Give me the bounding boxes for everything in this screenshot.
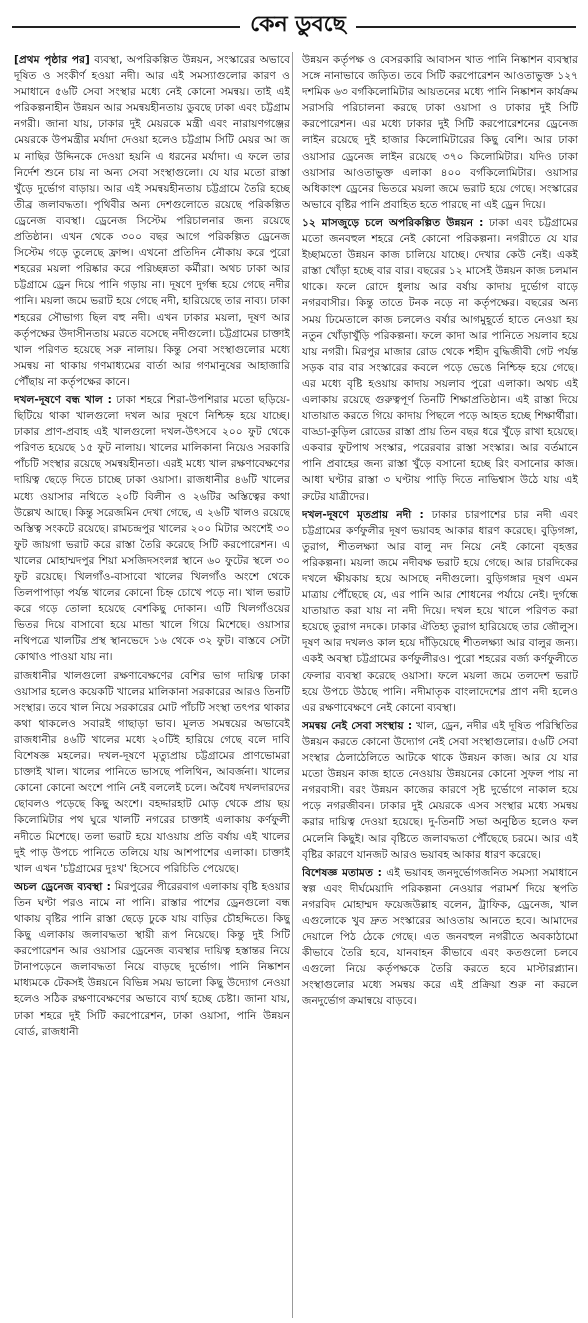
paragraph-lead: বিশেষজ্ঞ মতামত : bbox=[302, 866, 382, 879]
paragraph-text: খাল, ড্রেন, নদীর এই দূষিত পরিস্থিতির উন্নয়ন করতে কোনো উদ্যোগ নেই সেবা সংস্থাগুলোর। ৫৬টি সেবা সংস্থার ঠেলাঠেলিতে আটকে থাকে উন্নয়ন কাজ। আর যে যার মতো উন্নয়ন কাজ হাতে নেওয়ায় উন্নয়নের কোনো সুফল পায় না নগরবাসী। বরং উন্নয়ন কাজের কারণে সৃষ্ট দুর্ভোগে নাকাল হয়ে পড়ে নগরজীবন। ঢাকার দুই মেয়রকে এসব সংস্থার মধ্যে সমন্বয় করার দায়িত্ব দেওয়া হয়েছে। দু-তিনটি সভা অনুষ্ঠিত হলেও ফল মেলেনি কিছুই। আর বৃষ্টিতে জলাবদ্ধতা পৌঁছেছে চরমে। আর এই বৃষ্টির কারণে যানজট আরও ভয়াবহ আকার ধারণ করেছে। bbox=[302, 719, 578, 861]
left-column bbox=[14, 52, 290, 1318]
paragraph-text: ব্যবস্থা, অপরিকল্পিত উন্নয়ন, সংস্কারের অভাবে দূষিত ও সংকীর্ণ হওয়া নদী। আর এই সমস্যাগুলোর কারণ ও সমাধানে ৫৬টি সেবা সংস্থার মধ্যে নেই কোনো সমন্বয়। তাই এই পরিকল্পনাহীন উন্নয়ন আর সমন্বয়হীনতায় ডুবছে ঢাকা এবং চট্টগ্রাম নগরী। জানা যায়, ঢাকার দুই মেয়রকে মন্ত্রী এবং নারায়ণগঞ্জের মেয়রকে উপমন্ত্রীর মর্যাদা দেওয়া হলেও চট্টগ্রাম সিটি মেয়র আ জ ম নাছির উদ্দিনকে দেওয়া হয়নি এ ধরনের মর্যাদা। এ ফলে তার নির্দেশ শুনে চায় না অন্য সেবা সংস্থাগুলো। যে যার মতো রাস্তা খুঁড়ে দুর্ভোগ বাড়ায়। আর এই সমন্বয়হীনতায় চট্টগ্রামে তৈরি হচ্ছে তীব্র জলাবদ্ধতা। পৃথিবীর অন্য দেশগুলোতে রয়েছে পরিকল্পিত ড্রেনেজ ব্যবস্থা। ড্রেনেজ সিস্টেম পরিচালনার জন্য রয়েছে প্রতিষ্ঠান। এখন থেকে ৩০০ বছর আগে পরিকল্পিত ড্রেনেজ সিস্টেম গড়ে তুলেছে ফ্রান্স। এখনো প্রতিদিন নৌকায় করে পুরো শহরের ময়লা পরিষ্কার করে পরিচ্ছন্নতা কর্মীরা। অথচ ঢাকা আর চট্টগ্রামে ড্রেন দিয়ে পানি গড়ায় না। দূষণে দুর্গন্ধ হয়ে গেছে নদীর পানি। ময়লা জমে ভরাট হয়ে গেছে নদী, হারিয়েছে তার নাব্য। ঢাকা শহরের সৌভাগ্য ছিল বহু নদী। এখন ঢাকার ময়লা, দূষণ আর কর্তৃপক্ষের উদাসীনতায় মরতে বসেছে নদীগুলো। চট্টগ্রামের চাক্তাই খাল পরিণত হয়েছে সরু নালায়। কিন্তু সেবা সংস্থাগুলোর মধ্যে সমন্বয় না থাকায় গণমাধ্যমের বার্তা আর গণমানুষের আহাজারি পৌঁছায় না কর্তৃপক্ষের কানে। bbox=[14, 54, 290, 388]
article-paragraph bbox=[302, 215, 578, 505]
paragraph-lead: দখল-দূষণে মৃতপ্রায় নদী : bbox=[302, 508, 424, 521]
paragraph-lead: ১২ মাসজুড়ে চলে অপরিকল্পিত উন্নয়ন : bbox=[302, 216, 484, 229]
paragraph-lead: [প্রথম পৃষ্ঠার পর] bbox=[14, 54, 90, 66]
paragraph-text: ঢাকা শহরে শিরা-উপশিরার মতো ছড়িয়ে-ছিটিয়ে থাকা খালগুলো দখল আর দূষণে নিশ্চিহ্ন হয়ে যাচ্ছে। ঢাকার প্রাণ-প্রবাহ এই খালগুলো দখল-উৎসবে ২০০ ফুট থেকে পরিণত হয়েছে ১৫ ফুট নালায়। খালের মালিকানা নিয়েও সরকারি পাঁচটি সংস্থার রয়েছে সমন্বয়হীনতা। এরই মধ্যে খাল রক্ষণাবেক্ষণের দায়িত্ব ছেড়ে দিতে চাচ্ছে ঢাকা ওয়াসা। রাজধানীর ৪৬টি খালের মধ্যে ওয়াসার নথিতে ২০টি বিলীন ও ২৬টির অস্তিত্বের কথা উল্লেখ আছে। কিন্তু সরেজমিন দেখা গেছে, এ ২৬টি খালও রয়েছে অস্তিত্ব সংকটে রয়েছে। রামচন্দ্রপুর খালের ২০০ মিটার অংশেই ৩০ ফুট জায়গা ভরাট করে রাস্তা তৈরি করেছে সিটি করপোরেশন। এ খালের মোহাম্মদপুর শিয়া মসজিদসংলগ্ন স্থানে ৬০ ফুটের স্থলে ৩০ ফুট রয়েছে। খিলগাঁও-বাসাবো খালের খিলগাঁও অংশে থেকে তিলপাপাড়া পর্যন্ত খালের কোনো চিহ্ন চোখে পড়ে না। খাল ভরাট করে গড়ে তোলা হয়েছে বেশকিছু দোকান। এটি খিলগাঁওয়ের ভিতর দিয়ে বাসাবো হয়ে মান্ডা খালে গিয়ে মিশেছে। ওয়াসার নথিপত্রে খালটির প্রস্থ স্থানভেদে ১৬ থেকে ৩২ ফুট। বাস্তবে সেটা কোথাও পাওয়া যায় না। bbox=[14, 393, 290, 664]
headline-rule-right bbox=[356, 26, 576, 28]
headline: কেন ডুবছে bbox=[240, 8, 356, 42]
right-column bbox=[302, 52, 578, 1318]
paragraph-lead: দখল-দূষণে বন্ধ খাল : bbox=[14, 393, 112, 406]
article-paragraph bbox=[302, 865, 578, 1010]
paragraph-lead: অচল ড্রেনেজ ব্যবস্থা : bbox=[14, 880, 111, 893]
paragraph-lead: সমন্বয় নেই সেবা সংস্থায় : bbox=[302, 719, 413, 732]
paragraph-text: উন্নয়ন কর্তৃপক্ষ ও বেসরকারি আবাসন খাত পানি নিষ্কাশন ব্যবস্থার সঙ্গে নানাভাবে জড়িত। তবে সিটি করপোরেশন আওতাভুক্ত ১২৭ দশমিক ৬৩ বর্গকিলোমিটার আয়তনের মধ্যে পানি নিষ্কাশন কার্যক্রম সরাসরি পরিচালনা করছে ঢাকা ওয়াসা ও ঢাকার দুই সিটি করপোরেশন। এর মধ্যে ঢাকার দুই সিটি করপোরেশনের ড্রেনেজ লাইন রয়েছে দুই হাজার কিলোমিটারের কিছু বেশি। আর ঢাকা ওয়াসার ড্রেনেজ লাইন রয়েছে ৩৭০ কিলোমিটার। যদিও ঢাকা ওয়াসার আওতাভুক্ত এলাকা ৪০০ বর্গকিলোমিটার। ওয়াসার অধিকাংশ ড্রেনের ভিতরে ময়লা জমে ভরাট হয়ে গেছে। সংস্কারের অভাবে বৃষ্টির পানি প্রবাহিত হতে পারছে না এই ড্রেন দিয়ে। bbox=[302, 54, 578, 211]
paragraph-text: এই ভয়াবহ জনদুর্ভোগজনিত সমস্যা সমাধানে স্বল্প এবং দীর্ঘমেয়াদি পরিকল্পনা নেওয়ার পরামর্শ দিয়ে স্থপতি নগরবিদ মোহাম্মদ ফয়েজউল্লাহ বলেন, ট্রাফিক, ড্রেনেজ, খাল এগুলোকে খুব দ্রুত সংস্কারের আওতায় আনতে হবে। আমাদের দেয়ালে পিঠ ঠেকে গেছে। এত জনবহুল নগরীতে অবকাঠামো কীভাবে তৈরি হবে, যানবাহন কীভাবে এবং কতগুলো চলবে এগুলো নিয়ে কর্তৃপক্ষকে তৈরি করতে হবে মাস্টারপ্ল্যান। সংস্থাগুলোর মধ্যে সমন্বয় করে এই প্রক্রিয়া শুরু না করলে জনদুর্ভোগ ক্রমান্বয়ে বাড়বে। bbox=[302, 866, 578, 1008]
article-paragraph bbox=[14, 392, 290, 666]
paragraph-text: ঢাকা এবং চট্টগ্রামের মতো জনবহুল শহরে নেই কোনো পরিকল্পনা। নগরীতে যে যার ইচ্ছামতো উন্নয়ন কাজ চালিয়ে যাচ্ছে। দেখার কেউ নেই। একই রাস্তা খোঁড়া হচ্ছে বার বার। বছরের ১২ মাসেই উন্নয়ন কাজ চলমান থাকে। ফলে রোদে ধুলায় আর বর্ষায় কাদায় দুর্ভোগ বাড়ে নগরবাসীর। কিন্তু তাতে টনক নড়ে না কর্তৃপক্ষের। বছরের অন্য সময় ঢিমেতালে কাজ চললেও বর্ষার আগমুহূর্তে হাতে নেওয়া হয় নতুন খোঁড়াখুঁড়ি পরিকল্পনা। ফলে কাদা আর পানিতে সয়লাব হয়ে যায় নগরী। মিরপুর মাজার রোড থেকে শহীদ বুদ্ধিজীবী গেট পর্যন্ত সড়ক বার বার সংস্কারের কবলে পড়ে ভেঙে নিশ্চিহ্ন হয়ে গেছে। এর মধ্যে বৃষ্টি হওয়ায় কাদায় সয়লাব পুরো এলাকা। অথচ এই এলাকায় রয়েছে গুরুত্বপূর্ণ তিনটি শিক্ষাপ্রতিষ্ঠান। এই রাস্তা দিয়ে যাতায়াত করতে গিয়ে কাদায় পিছলে পড়ে আহত হচ্ছে শিক্ষার্থীরা। বাড্ডা-কুড়িল রোডের রাস্তা প্রায় তিন বছর ধরে খুঁড়ে রাখা হয়েছে। একবার ফুটপাথ সংস্কার, পরেরবার রাস্তা সংস্কার। আর বর্তমানে পানি প্রবাহের জন্য রাস্তা খুঁড়ে বসানো হচ্ছে রিং বসানোর কাজ। আধা ঘণ্টার রাস্তা ৩ ঘণ্টায় পাড়ি দিতে নাভিশ্বাস উঠে যায় এই রুটের যাত্রীদের। bbox=[302, 216, 578, 503]
article-paragraph bbox=[302, 507, 578, 716]
article-paragraph bbox=[14, 668, 290, 877]
paragraph-text: রাজধানীর খালগুলো রক্ষণাবেক্ষণের বেশির ভাগ দায়িত্ব ঢাকা ওয়াসার হলেও কয়েকটি খালের মালিকানা সরকারের আরও তিনটি সংস্থার। তবে খাল নিয়ে সরকারের মোট পাঁচটি সংস্থা তৎপর থাকার কথা থাকলেও সবারই গাছাড়া ভাব। মূলত সমন্বয়ের অভাবেই রাজধানীর ৪৬টি খালের মধ্যে ২০টিই হারিয়ে গেছে বলে দাবি বিশেষজ্ঞ মহলের। দখল-দূষণে মৃত্যুপ্রায় চট্টগ্রামের প্রাণভোমরা চাক্তাই খাল। খালের পানিতে ভাসছে পলিথিন, আবর্জনা। খালের কোনো কোনো অংশে পানি নেই বললেই চলে। অবৈধ দখলদারদের ছোবলও পড়েছে কিছু অংশে। বহদ্দারহাট মোড় থেকে প্রায় ছয় কিলোমিটার পথ ঘুরে খালটি নগরের চাক্তাই এলাকায় কর্ণফুলী নদীতে মিশেছে। তলা ভরাট হয়ে যাওয়ায় প্রতি বর্ষায় এই খালের দুই পাড় উপচে পানিতে তলিয়ে যায় আশপাশের এলাকা। চাক্তাই খাল এখন 'চট্টগ্রামের দুঃখ' হিসেবে পরিচিতি পেয়েছে। bbox=[14, 669, 290, 875]
column-divider bbox=[292, 52, 293, 1318]
article-paragraph bbox=[302, 52, 578, 213]
article-paragraph bbox=[14, 879, 290, 1040]
paragraph-text: ঢাকার চারপাশের চার নদী এবং চট্টগ্রামের কর্ণফুলীর দূষণ ভয়াবহ আকার ধারণ করেছে। বুড়িগঙ্গা, তুরাগ, শীতলক্ষ্যা আর বালু নদ নিয়ে নেই কোনো বৃহত্তর পরিকল্পনা। ময়লা জমে নদীবক্ষ ভরাট হয়ে গেছে। আর চারদিকের দখলে ক্ষীয়কায় হয়ে আসছে নদীগুলো। বুড়িগঙ্গার দূষণ এমন মাত্রায় পৌঁছেছে যে, এর পানি আর শোধনের পর্যায়ে নেই। দুর্গন্ধে যাতায়াত করা যায় না নদী দিয়ে। দখল হয়ে খালে পরিণত করা হয়েছে তুরাগ নদকে। ঢাকার ঐতিহ্য তুরাগ হারিয়েছে তার জৌলুস। দূষণ আর দখলও কাল হয়ে দাঁড়িয়েছে শীতলক্ষ্যা আর বালুর জন্য। একই অবস্থা চট্টগ্রামের কর্ণফুলীরও। পুরো শহরের বর্জ্য কর্ণফুলীতে ফেলার ব্যবস্থা করেছে ওয়াসা। ফলে ময়লা জমে তলদেশ ভরাট হয়ে উপচে উঠছে পানি। নদীমাতৃক বাংলাদেশের প্রাণ নদী হলেও এর রক্ষণাবেক্ষণে নেই কোনো ব্যবস্থা। bbox=[302, 508, 578, 714]
paragraph-text: মিরপুরের পীরেরবাগ এলাকায় বৃষ্টি হওয়ার তিন ঘণ্টা পরও নামে না পানি। রাস্তার পাশের ড্রেনগুলো বন্ধ থাকায় বৃষ্টির পানি রাস্তা ছেড়ে ঢুকে যায় বাড়ির চৌহদ্দিতে। কিছু কিছু এলাকায় জলাবদ্ধতা স্থায়ী রূপ নিয়েছে। কিন্তু দুই সিটি করপোরেশন আর ওয়াসার ড্রেনেজ ব্যবস্থার দায়িত্ব হস্তান্তর নিয়ে টানাপড়েনে জলাবদ্ধতা নিয়ে বাড়ছে দুর্ভোগ। পানি নিষ্কাশন মাধ্যমকে টেকসই উন্নয়নে বিভিন্ন সময় ভালো কিছু উদ্যোগ নেওয়া হলেও সঠিক রক্ষণাবেক্ষণের অভাবে ব্যর্থ হচ্ছে চেষ্টা। জানা যায়, ঢাকা শহরে দুই সিটি করপোরেশন, ঢাকা ওয়াসা, পানি উন্নয়ন বোর্ড, রাজধানী bbox=[14, 880, 290, 1038]
article-paragraph bbox=[14, 52, 290, 390]
headline-bar bbox=[0, 6, 588, 46]
article-paragraph bbox=[302, 718, 578, 863]
headline-rule-left bbox=[12, 26, 240, 28]
